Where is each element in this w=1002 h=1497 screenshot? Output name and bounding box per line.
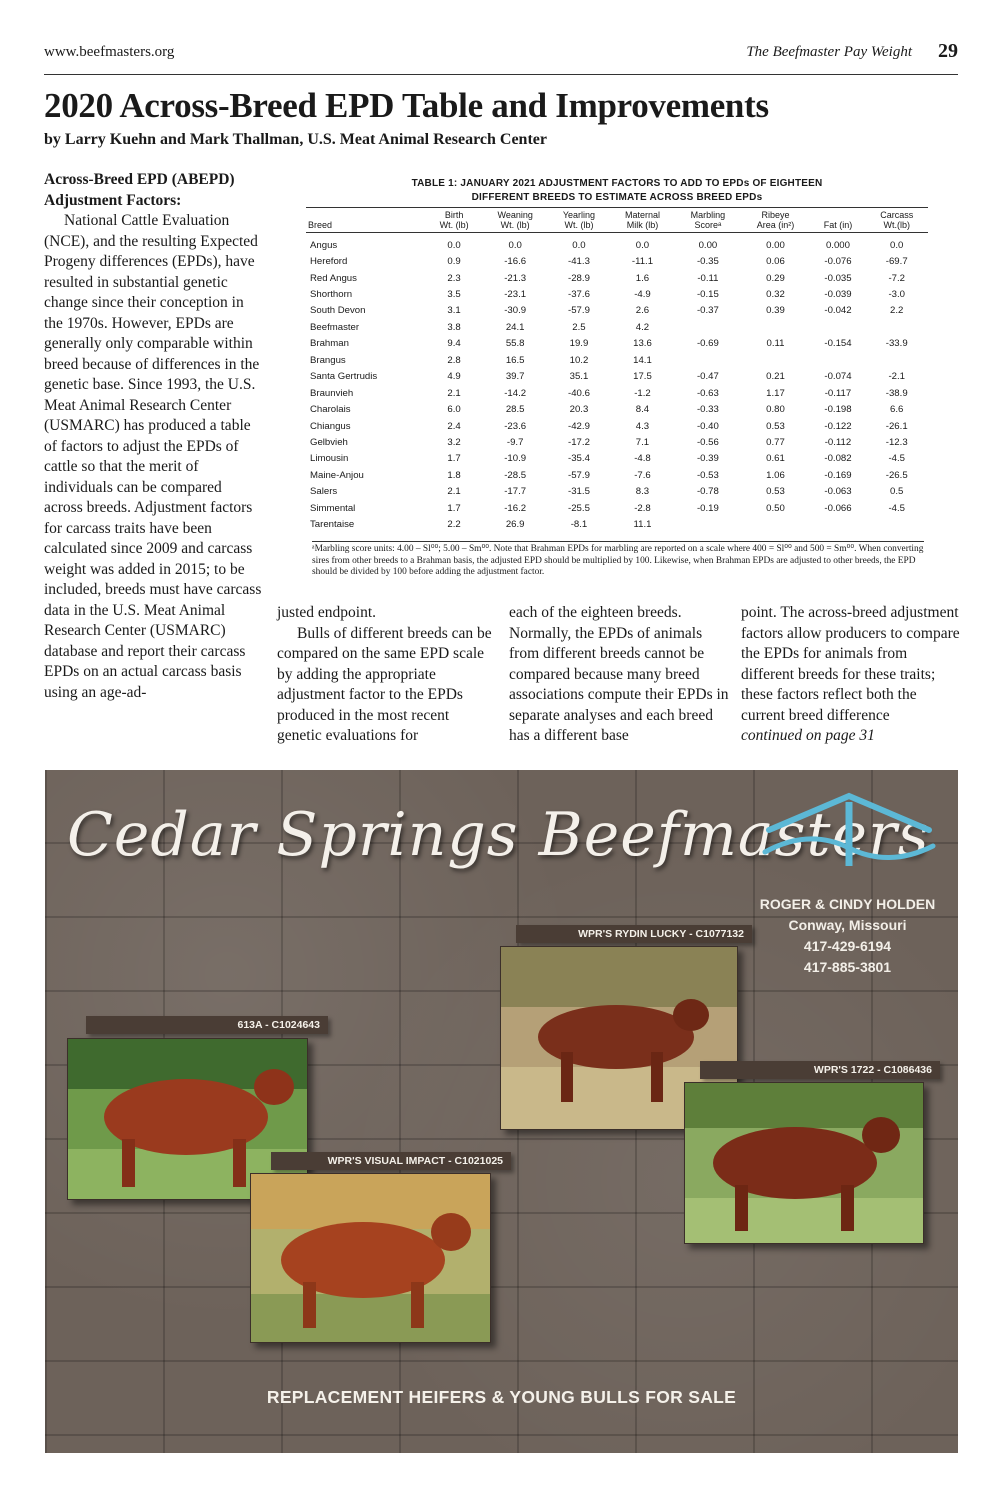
adjustment-value: 0.11 [766, 338, 785, 350]
adjustment-value: -0.15 [696, 289, 719, 301]
breed-name: Shorthorn [310, 289, 353, 301]
adjustment-value: -0.53 [696, 469, 719, 481]
phone-number[interactable]: 417-429-6194 [803, 938, 892, 954]
adjustment-value: 2.2 [447, 519, 461, 531]
table-row [306, 401, 928, 417]
adjustment-value: 7.1 [635, 436, 650, 448]
column-header-line-2: Fat (in) [823, 220, 853, 230]
column-header-line-1: Marbling [690, 210, 726, 220]
adjustment-value: 19.9 [569, 338, 589, 350]
adjustment-value: -17.7 [504, 486, 527, 498]
adjustment-value: -0.082 [824, 453, 852, 465]
table-row [306, 385, 928, 401]
adjustment-value: -12.3 [885, 436, 908, 448]
adjustment-value: 6.0 [447, 404, 461, 416]
adjustment-value: -30.9 [504, 305, 527, 317]
breed-name: Charolais [310, 404, 351, 416]
article-title: 2020 Across-Breed EPD Table and Improvements [44, 86, 769, 125]
owner-contact [745, 894, 950, 978]
adjustment-value: -35.4 [568, 453, 590, 465]
header-divider [44, 74, 958, 75]
table-body [306, 233, 928, 533]
adjustment-value: 2.3 [447, 272, 461, 284]
adjustment-value: -0.066 [824, 502, 852, 514]
adjustment-value: 0.61 [766, 453, 785, 465]
column-header-line-2: Wt. (lb) [564, 220, 594, 230]
adjustment-value: 55.8 [505, 338, 525, 350]
epd-data-table [306, 207, 928, 533]
bull-label: WPR'S RYDIN LUCKY - C1077132 [516, 925, 752, 943]
adjustment-value: -0.78 [696, 486, 719, 498]
column-header-line-1: Ribeye [761, 210, 790, 220]
adjustment-value: 0.80 [766, 404, 785, 416]
adjustment-value: -0.112 [824, 436, 852, 448]
table-row [306, 369, 928, 385]
adjustment-value: -0.169 [824, 469, 852, 481]
adjustment-value: -0.37 [696, 305, 719, 317]
adjustment-value: -0.198 [824, 404, 852, 416]
breed-name: Chiangus [310, 420, 351, 432]
adjustment-value: 1.8 [447, 469, 461, 481]
adjustment-value: 13.6 [633, 338, 652, 350]
column-header [675, 208, 740, 233]
adjustment-value [740, 516, 810, 532]
adjustment-value: 17.5 [633, 371, 652, 383]
column-header-line-1: Birth [444, 210, 464, 220]
column-header-line-2: Milk (lb) [626, 220, 659, 230]
owner-names: ROGER & CINDY HOLDEN [759, 896, 936, 912]
article-column-4 [741, 603, 961, 747]
adjustment-value: -28.5 [504, 469, 527, 481]
adjustment-value: 0.0 [635, 239, 650, 251]
article-column-2 [277, 603, 493, 747]
adjustment-value: -3.0 [888, 289, 905, 301]
adjustment-value: -0.40 [696, 420, 719, 432]
table-row [306, 270, 928, 286]
adjustment-value: -4.5 [888, 453, 905, 465]
adjustment-value: -26.5 [885, 469, 908, 481]
adjustment-value: -42.9 [568, 420, 590, 432]
adjustment-value: 1.6 [635, 272, 650, 284]
adjustment-value: 3.1 [447, 305, 461, 317]
column-header-line-1: Maternal [624, 210, 660, 220]
adjustment-value: 39.7 [505, 371, 525, 383]
adjustment-value: -25.5 [568, 502, 590, 514]
adjustment-value: 1.17 [766, 387, 785, 399]
adjustment-value: -4.9 [634, 289, 651, 301]
adjustment-value: -0.035 [824, 272, 852, 284]
adjustment-value: 11.1 [633, 519, 652, 531]
adjustment-value: -1.2 [634, 387, 651, 399]
adjustment-value: -0.35 [696, 256, 719, 268]
article-column-1 [44, 170, 262, 703]
adjustment-value: 0.0 [447, 239, 461, 251]
adjustment-value: -0.063 [824, 486, 852, 498]
adjustment-value: -16.2 [504, 502, 527, 514]
adjustment-value: 0.53 [766, 420, 785, 432]
column-header [865, 208, 928, 233]
section-subhead-2: Adjustment Factors: [44, 191, 182, 209]
adjustment-value: 24.1 [505, 321, 525, 333]
adjustment-value [865, 319, 928, 335]
site-url: www.beefmasters.org [44, 44, 175, 60]
column-header [306, 208, 426, 233]
adjustment-value: -57.9 [568, 469, 590, 481]
bull-label: 613A - C1024643 [86, 1016, 328, 1034]
column-header [610, 208, 676, 233]
adjustment-value: 3.5 [447, 289, 461, 301]
adjustment-value: -10.9 [504, 453, 527, 465]
adjustment-value: -0.039 [824, 289, 852, 301]
adjustment-value: -14.2 [504, 387, 527, 399]
adjustment-value: -0.117 [824, 387, 852, 399]
breed-name: Salers [310, 486, 338, 498]
adjustment-value: 6.6 [890, 404, 904, 416]
adjustment-value: -7.6 [634, 469, 651, 481]
column-header [811, 208, 866, 233]
adjustment-value: -7.2 [888, 272, 905, 284]
adjustment-value: 2.4 [447, 420, 461, 432]
adjustment-value: 0.0 [890, 239, 904, 251]
ad-tagline: REPLACEMENT HEIFERS & YOUNG BULLS FOR SALE [266, 1387, 737, 1407]
adjustment-value: 0.06 [766, 256, 785, 268]
adjustment-value: -23.6 [504, 420, 527, 432]
adjustment-value: -0.042 [824, 305, 852, 317]
phone-number-2[interactable]: 417-885-3801 [803, 959, 892, 975]
column-header [548, 208, 609, 233]
column-header-line-2: Wt.(lb) [883, 220, 910, 230]
breed-name: Brangus [310, 354, 346, 366]
adjustment-value: 1.7 [447, 453, 461, 465]
adjustment-value: 4.3 [635, 420, 650, 432]
table-row [306, 352, 928, 368]
adjustment-value: -2.8 [634, 502, 651, 514]
table-caption-2: DIFFERENT BREEDS TO ESTIMATE ACROSS BREED EPDs [471, 192, 763, 203]
breed-name: Gelbvieh [310, 436, 348, 448]
adjustment-value: 0.5 [890, 486, 904, 498]
adjustment-value: 2.5 [572, 321, 586, 333]
breed-name: Angus [310, 239, 338, 251]
adjustment-value: 0.0 [572, 239, 586, 251]
column-header-line-1: Carcass [880, 210, 914, 220]
adjustment-value: -40.6 [568, 387, 590, 399]
adjustment-value: 14.1 [633, 354, 652, 366]
column-header-line-2: Area (in²) [756, 220, 795, 230]
adjustment-value: 2.2 [890, 305, 904, 317]
adjustment-value: -37.6 [568, 289, 590, 301]
table-row [306, 303, 928, 319]
table-header-row [306, 208, 928, 233]
table-caption: TABLE 1: JANUARY 2021 ADJUSTMENT FACTORS TO ADD TO EPDs OF EIGHTEEN [411, 178, 823, 189]
adjustment-value: 0.0 [508, 239, 522, 251]
adjustment-value: 2.1 [447, 486, 461, 498]
breed-name: South Devon [310, 305, 366, 317]
adjustment-value: -17.2 [568, 436, 590, 448]
breed-name: Maine-Anjou [310, 469, 364, 481]
bull-label: WPR'S VISUAL IMPACT - C1021025 [271, 1152, 511, 1170]
adjustment-value: 2.1 [447, 387, 461, 399]
adjustment-value: -41.3 [568, 256, 590, 268]
breed-name: Tarentaise [310, 519, 355, 531]
adjustment-value [865, 516, 928, 532]
adjustment-value: -28.9 [568, 272, 590, 284]
bull-photo [684, 1082, 924, 1244]
adjustment-value: 0.00 [698, 239, 718, 251]
adjustment-value: -0.47 [696, 371, 719, 383]
table-row [306, 233, 928, 254]
table-row [306, 253, 928, 269]
table-row [306, 467, 928, 483]
adjustment-value: 28.5 [505, 404, 525, 416]
adjustment-value: 4.9 [447, 371, 461, 383]
adjustment-value: -57.9 [568, 305, 590, 317]
adjustment-value: -0.122 [824, 420, 852, 432]
adjustment-value [811, 319, 866, 335]
adjustment-value: -33.9 [885, 338, 908, 350]
table-row [306, 484, 928, 500]
adjustment-value: 1.06 [766, 469, 785, 481]
adjustment-value: -31.5 [568, 486, 590, 498]
adjustment-value: -21.3 [504, 272, 527, 284]
adjustment-value: 4.2 [635, 321, 650, 333]
adjustment-value [740, 319, 810, 335]
adjustment-value: 0.00 [766, 239, 785, 251]
farm-name: Cedar Springs Beefmasters [67, 800, 930, 870]
adjustment-value: -4.8 [634, 453, 651, 465]
article-column-3 [509, 603, 729, 747]
adjustment-value: -2.1 [888, 371, 905, 383]
column-header [482, 208, 548, 233]
adjustment-value: -0.63 [696, 387, 719, 399]
adjustment-value: 0.50 [766, 502, 785, 514]
paragraph: National Cattle Evaluation (NCE), and the resulting Expected Progeny differences (EPDs), have resulted in substantial genetic change since their conception in the 1970s. However, EPDs are generally only comparable within breed because of differences in the genetic base. Since 1993, the U.S. Meat Animal Research Center (USMARC) has produced a table of factors to adjust the EPDs of cattle so that the merit of individuals can be compared across breeds. Adjustment factors for carcass traits have been calculated since 2009 and carcass weight was added in 2015; to be included, breeds must have carcass data in the U.S. Meat Animal Research Center (USMARC) database and report their carcass EPDs on an actual carcass basis using an age-ad- [44, 212, 262, 701]
publication-name: The Beefmaster Pay Weight [746, 44, 912, 60]
paragraph: Bulls of different breeds can be compared on the same EPD scale by adding the appropriate adjustment factor to the EPDs produced in the most recent genetic evaluations for [277, 624, 492, 744]
breed-name: Braunvieh [310, 387, 354, 399]
table-row [306, 286, 928, 302]
adjustment-value: -0.56 [696, 436, 719, 448]
adjustment-value: -0.154 [824, 338, 852, 350]
adjustment-value: 35.1 [569, 371, 589, 383]
continued-link[interactable]: continued on page 31 [741, 727, 875, 744]
adjustment-value: -0.19 [696, 502, 719, 514]
adjustment-value: -9.7 [506, 436, 524, 448]
adjustment-value: 8.3 [635, 486, 650, 498]
adjustment-value: 2.6 [635, 305, 650, 317]
column-header-line-2: Breed [308, 220, 333, 230]
table-row [306, 451, 928, 467]
adjustment-value [675, 516, 740, 532]
adjustment-value: 0.53 [766, 486, 785, 498]
bull-photo [250, 1173, 491, 1343]
table-footnote: ᵃMarbling score units: 4.00 – Sl⁰⁰; 5.00 – Sm⁰⁰. Note that Brahman EPDs for marbling are reported on a scale where 400 = Sl⁰⁰ and 500 = Sm⁰⁰. When converting sires from other breeds to a Brahman basis, the adjusted EPD should be multiplied by 100. Likewise, when Brahman EPDs are adjusted to other breeds, the EPD should be divided by 100 before adding the adjustment factor. [312, 541, 924, 579]
adjustment-value: 0.77 [766, 436, 785, 448]
breed-name: Santa Gertrudis [310, 371, 378, 383]
breed-name: Simmental [310, 502, 356, 514]
table-row [306, 434, 928, 450]
adjustment-value: 0.9 [447, 256, 461, 268]
adjustment-value: 9.4 [447, 338, 461, 350]
adjustment-value: 26.9 [505, 519, 525, 531]
page-number: 29 [938, 40, 958, 62]
adjustment-value [675, 352, 740, 368]
adjustment-value: -16.6 [504, 256, 527, 268]
adjustment-value: 0.21 [766, 371, 785, 383]
adjustment-value: 1.7 [447, 502, 461, 514]
bull-label: WPR'S 1722 - C1086436 [700, 1061, 940, 1079]
adjustment-value: 0.29 [766, 272, 785, 284]
adjustment-value: 10.2 [569, 354, 589, 366]
table-row [306, 319, 928, 335]
column-header-line-2: Scoreᵃ [694, 220, 722, 230]
adjustment-value [811, 516, 866, 532]
breed-name: Limousin [310, 453, 349, 465]
adjustment-value: 2.8 [447, 354, 461, 366]
column-header [740, 208, 810, 233]
adjustment-value: -0.33 [696, 404, 719, 416]
breed-name: Beefmaster [310, 321, 360, 333]
adjustment-value: 0.39 [766, 305, 785, 317]
adjustment-value: 0.000 [825, 239, 850, 251]
adjustment-value: -11.1 [631, 256, 654, 268]
adjustment-value [740, 352, 810, 368]
column-header [426, 208, 482, 233]
adjustment-value: -69.7 [885, 256, 908, 268]
adjustment-value: 8.4 [635, 404, 650, 416]
breed-name: Red Angus [310, 272, 357, 284]
table-row [306, 336, 928, 352]
adjustment-value: 3.2 [447, 436, 461, 448]
adjustment-value: -0.076 [824, 256, 852, 268]
adjustment-value [811, 352, 866, 368]
adjustment-value: 0.32 [766, 289, 785, 301]
adjustment-value: -0.69 [696, 338, 719, 350]
owner-location: Conway, Missouri [788, 917, 907, 933]
paragraph: justed endpoint. [277, 604, 377, 621]
adjustment-value: -0.074 [824, 371, 852, 383]
adjustment-value: -38.9 [885, 387, 908, 399]
breed-name: Brahman [310, 338, 349, 350]
column-header-line-2: Wt. (lb) [439, 220, 469, 230]
table-row [306, 500, 928, 516]
adjustment-value: 20.3 [569, 404, 589, 416]
adjustment-value: -26.1 [885, 420, 908, 432]
column-header-line-1: Yearling [562, 210, 596, 220]
adjustment-value: -4.5 [888, 502, 905, 514]
table-row [306, 516, 928, 532]
farm-logo-icon [761, 790, 937, 890]
adjustment-value: 3.8 [447, 321, 461, 333]
paragraph: each of the eighteen breeds. Normally, the EPDs of animals from different breeds cannot be compared because many breed associations compute their EPDs in separate analyses and each breed has a different base [509, 604, 729, 744]
column-header-line-1: Weaning [497, 210, 533, 220]
adjustment-value: -0.11 [697, 272, 719, 284]
article-byline: by Larry Kuehn and Mark Thallman, U.S. Meat Animal Research Center [44, 131, 547, 148]
adjustment-value [675, 319, 740, 335]
advertisement [45, 770, 958, 1453]
adjustment-value: -23.1 [504, 289, 527, 301]
paragraph: point. The across-breed adjustment factors allow producers to compare the EPDs for animals from different breeds for these traits; these factors reflect both the current breed difference [741, 604, 960, 724]
column-header-line-2: Wt. (lb) [500, 220, 530, 230]
adjustment-value [865, 352, 928, 368]
adjustment-value: -0.39 [696, 453, 719, 465]
table-row [306, 418, 928, 434]
section-subhead: Across-Breed EPD (ABEPD) [44, 171, 235, 188]
adjustment-value: -8.1 [570, 519, 588, 531]
adjustment-value: 16.5 [505, 354, 525, 366]
epd-table [306, 178, 928, 533]
breed-name: Hereford [310, 256, 348, 268]
